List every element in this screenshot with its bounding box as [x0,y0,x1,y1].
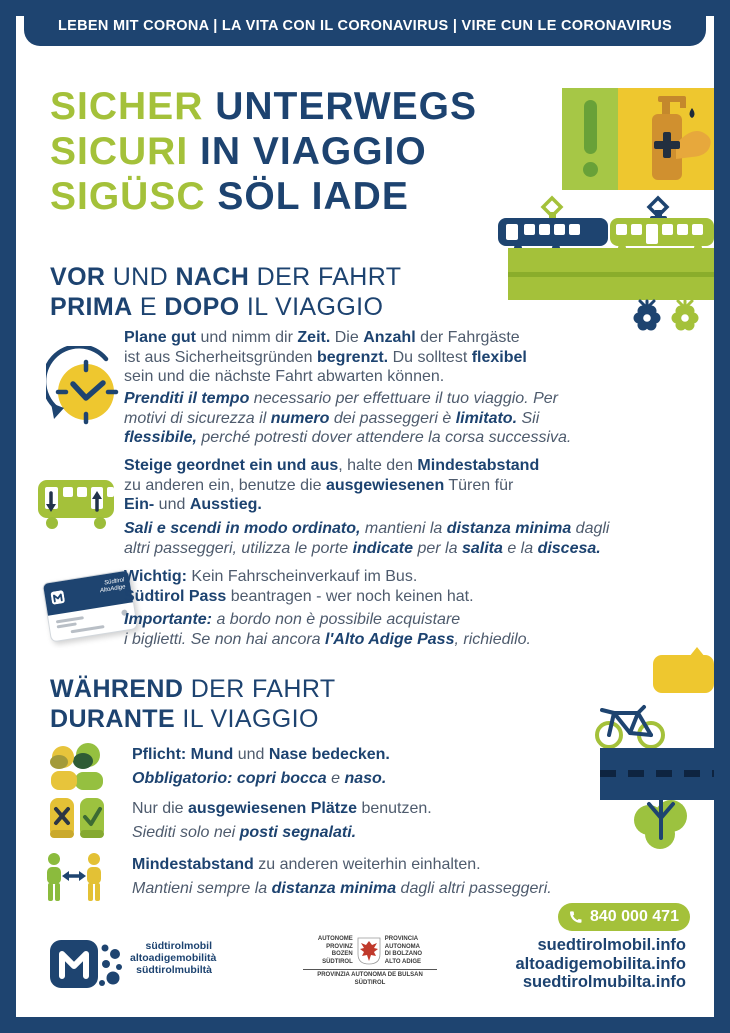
heading-before-it: PRIMA E DOPO IL VIAGGIO [50,293,384,321]
tree-illustration [630,786,690,856]
seats-icon [48,796,106,846]
clock-icon [46,346,122,440]
pass-card-logo [50,590,65,605]
province-name-de: AUTONOME PROVINZ BOZEN SÜDTIROL [317,936,353,965]
rule-seats-it: Siediti solo nei posti segnalati. [132,824,357,841]
pass-card-text-line [56,616,84,623]
rule-plan-it: Prenditi il tempo necessario per effettuare il tuo viaggio. Per motivi di sicurezza il numero dei passeggeri è limitato. Sii flessibile, perché potresti dover attendere la corsa successiva. [124,390,572,446]
sanitizer-icon [618,88,715,190]
exclamation-sign-illustration [562,88,618,190]
rule-distance-de: Mindestabstand zu anderen weiterhin einhalten. [132,856,481,873]
website-link-lad[interactable]: suedtirolmubilta.info [522,973,686,991]
province-name-it: PROVINCIA AUTONOMA DI BOLZANO ALTO ADIGE [384,936,423,965]
province-emblem [295,936,445,987]
bicycle-icon [592,698,670,750]
hand-sanitizer-illustration [618,88,715,190]
section-heading-during [50,674,336,734]
face-masks-icon [48,740,106,792]
trams-illustration [498,194,714,252]
track-line [508,272,714,277]
distance-icon [42,852,106,904]
exclamation-icon [584,100,597,154]
rule-mask-it: Obbligatorio: copri bocca e naso. [132,770,387,787]
rule-boarding-de: Steige geordnet ein und aus, halte den Mindestabstand zu anderen ein, benutze die ausgewiesenen Türen für Ein- und Ausstieg. [124,457,540,513]
eagle-crest-icon [357,937,381,965]
website-links [430,936,686,992]
province-name-lad: PROVINZIA AUTONOMA DE BULSAN SÜDTIROL [317,972,423,986]
province-divider [303,969,437,970]
exclamation-dot [583,162,598,177]
title-line-it: SICURI IN VIAGGIO [50,130,427,173]
section-heading-before [50,262,401,322]
title-line-de: SICHER UNTERWEGS [50,85,477,128]
bus-icon [38,476,118,532]
rule-distance-it: Mantieni sempre la distanza minima dagli altri passeggeri. [132,880,552,897]
rule-boarding-it: Sali e scendi in modo ordinato, mantieni la distanza minima dagli altri passeggeri, utilizza le porte indicate per la salita e la discesa. [124,520,610,557]
phone-badge[interactable] [558,903,690,931]
phone-icon [569,910,583,924]
rule-mask-de: Pflicht: Mund und Nase bedecken. [132,746,390,763]
gear-flowers-illustration [630,296,706,334]
pass-card-band [43,571,133,616]
title-line-lad: SIGÜSC SÖL IADE [50,175,409,218]
phone-number: 840 000 471 [590,908,679,925]
rule-plan-de: Plane gut und nimm dir Zeit. Die Anzahl der Fahrgäste ist aus Sicherheitsgründen begrenzt. Du solltest flexibel sein und die nächste Fahrt abwarten können. [124,329,527,385]
logo-wordmark: südtirolmobil altoadigemobilità südtirolmubiltà [130,940,217,976]
road-dashed-line [600,770,714,777]
heading-during-de: WÄHREND DER FAHRT [50,675,336,703]
heading-during-it: DURANTE IL VIAGGIO [50,705,319,733]
suedtirolmobil-logo [50,936,132,992]
pass-card-text-line [71,625,105,633]
website-link-it[interactable]: altoadigemobilita.info [515,954,686,973]
page-title [50,84,477,219]
banner-text: LEBEN MIT CORONA | LA VITA CON IL CORONAVIRUS | VIRE CUN LE CORONAVIRUS [58,18,672,34]
rule-ticket-it: Importante: a bordo non è possibile acquistare i biglietti. Se non hai ancora l'Alto Adige Pass, richiedilo. [124,611,531,648]
track-band-illustration [508,248,714,300]
top-banner [24,0,706,46]
website-link-de[interactable]: suedtirolmobil.info [537,936,686,954]
rule-ticket-de: Wichtig: Kein Fahrscheinverkauf im Bus. Südtirol Pass beantragen - wer noch keinen hat. [124,568,474,605]
rule-seats-de: Nur die ausgewiesenen Plätze benutzen. [132,800,432,817]
pass-card-text-line [57,622,77,628]
heading-before-de: VOR UND NACH DER FAHRT [50,263,402,291]
signal-bubble-illustration [653,645,714,693]
pass-card-brand: Südtirol AltoAdige [99,577,126,595]
